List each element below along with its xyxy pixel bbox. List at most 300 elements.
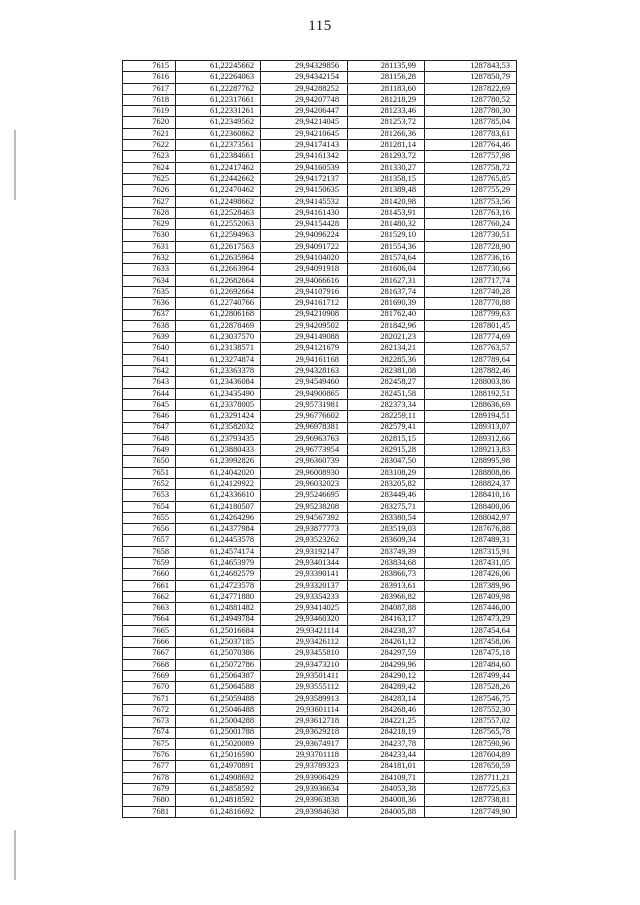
x-coordinate-cell: 282451,58 (348, 388, 425, 399)
point-number-cell: 7650 (123, 456, 176, 467)
y-coordinate-cell: 1287475,18 (425, 648, 517, 659)
point-number-cell: 7615 (123, 61, 176, 72)
latitude-cell: 61,22373561 (176, 140, 261, 151)
latitude-cell: 61,23291424 (176, 411, 261, 422)
y-coordinate-cell: 1287755,29 (425, 185, 517, 196)
latitude-cell: 61,23436084 (176, 377, 261, 388)
y-coordinate-cell: 1287484,60 (425, 659, 517, 670)
point-number-cell: 7667 (123, 648, 176, 659)
latitude-cell: 61,23274874 (176, 354, 261, 365)
table-row (123, 806, 517, 817)
x-coordinate-cell: 281266,36 (348, 128, 425, 139)
point-number-cell: 7626 (123, 185, 176, 196)
x-coordinate-cell: 281358,15 (348, 173, 425, 184)
table-row (123, 524, 517, 535)
longitude-cell: 29,93984638 (261, 806, 348, 817)
table-row (123, 445, 517, 456)
x-coordinate-cell: 284290,12 (348, 671, 425, 682)
latitude-cell: 61,24723578 (176, 580, 261, 591)
y-coordinate-cell: 1287409,98 (425, 591, 517, 602)
latitude-cell: 61,22878469 (176, 320, 261, 331)
longitude-cell: 29,94206447 (261, 106, 348, 117)
x-coordinate-cell: 284268,46 (348, 704, 425, 715)
table-row (123, 456, 517, 467)
table-row (123, 140, 517, 151)
table-row (123, 648, 517, 659)
longitude-cell: 29,96773954 (261, 445, 348, 456)
point-number-cell: 7642 (123, 366, 176, 377)
longitude-cell: 29,96360739 (261, 456, 348, 467)
latitude-cell: 61,25070386 (176, 648, 261, 659)
point-number-cell: 7636 (123, 298, 176, 309)
latitude-cell: 61,23378005 (176, 399, 261, 410)
x-coordinate-cell: 281218,29 (348, 94, 425, 105)
x-coordinate-cell: 284297,59 (348, 648, 425, 659)
y-coordinate-cell: 1287822,69 (425, 83, 517, 94)
page-number: 115 (308, 18, 332, 34)
table-row (123, 264, 517, 275)
point-number-cell: 7672 (123, 704, 176, 715)
longitude-cell: 29,96963763 (261, 433, 348, 444)
table-row (123, 162, 517, 173)
x-coordinate-cell: 282021,23 (348, 332, 425, 343)
table-row (123, 286, 517, 297)
x-coordinate-cell: 282285,36 (348, 354, 425, 365)
x-coordinate-cell: 284109,71 (348, 772, 425, 783)
latitude-cell: 61,24949784 (176, 614, 261, 625)
x-coordinate-cell: 283380,54 (348, 512, 425, 523)
latitude-cell: 61,25072786 (176, 659, 261, 670)
x-coordinate-cell: 283205,82 (348, 478, 425, 489)
table-row (123, 309, 517, 320)
y-coordinate-cell: 1287785,04 (425, 117, 517, 128)
longitude-cell: 29,94066616 (261, 275, 348, 286)
x-coordinate-cell: 281606,04 (348, 264, 425, 275)
x-coordinate-cell: 283609,34 (348, 535, 425, 546)
longitude-cell: 29,93701118 (261, 750, 348, 761)
x-coordinate-cell: 281420,98 (348, 196, 425, 207)
table-row (123, 772, 517, 783)
longitude-cell: 29,93501411 (261, 671, 348, 682)
longitude-cell: 29,94207748 (261, 94, 348, 105)
x-coordinate-cell: 283108,29 (348, 467, 425, 478)
y-coordinate-cell: 1287711,21 (425, 772, 517, 783)
latitude-cell: 61,24336610 (176, 490, 261, 501)
y-coordinate-cell: 1287454,64 (425, 625, 517, 636)
table-row (123, 422, 517, 433)
table-row (123, 727, 517, 738)
table-row (123, 512, 517, 523)
x-coordinate-cell: 281135,99 (348, 61, 425, 72)
y-coordinate-cell: 1287843,53 (425, 61, 517, 72)
point-number-cell: 7662 (123, 591, 176, 602)
table-row (123, 219, 517, 230)
y-coordinate-cell: 1287728,90 (425, 241, 517, 252)
y-coordinate-cell: 1287760,24 (425, 219, 517, 230)
latitude-cell: 61,25059488 (176, 693, 261, 704)
longitude-cell: 29,94210645 (261, 128, 348, 139)
longitude-cell: 29,93555112 (261, 682, 348, 693)
x-coordinate-cell: 284053,38 (348, 784, 425, 795)
point-number-cell: 7671 (123, 693, 176, 704)
table-row (123, 693, 517, 704)
longitude-cell: 29,94549460 (261, 377, 348, 388)
longitude-cell: 29,93390141 (261, 569, 348, 580)
longitude-cell: 29,94161430 (261, 207, 348, 218)
y-coordinate-cell: 1287557,02 (425, 716, 517, 727)
table-row (123, 253, 517, 264)
coordinates-table-body (123, 61, 517, 818)
table-row (123, 185, 517, 196)
table-row (123, 704, 517, 715)
point-number-cell: 7677 (123, 761, 176, 772)
longitude-cell: 29,94091722 (261, 241, 348, 252)
table-row (123, 173, 517, 184)
table-row (123, 366, 517, 377)
latitude-cell: 61,23880433 (176, 445, 261, 456)
y-coordinate-cell: 1288192,51 (425, 388, 517, 399)
latitude-cell: 61,24771880 (176, 591, 261, 602)
point-number-cell: 7633 (123, 264, 176, 275)
x-coordinate-cell: 282259,11 (348, 411, 425, 422)
longitude-cell: 29,93426112 (261, 637, 348, 648)
x-coordinate-cell: 282458,27 (348, 377, 425, 388)
longitude-cell: 29,94161712 (261, 298, 348, 309)
latitude-cell: 61,22360862 (176, 128, 261, 139)
x-coordinate-cell: 282579,41 (348, 422, 425, 433)
y-coordinate-cell: 1287717,74 (425, 275, 517, 286)
longitude-cell: 29,93455810 (261, 648, 348, 659)
table-row (123, 750, 517, 761)
latitude-cell: 61,22594963 (176, 230, 261, 241)
point-number-cell: 7652 (123, 478, 176, 489)
x-coordinate-cell: 284008,36 (348, 795, 425, 806)
latitude-cell: 61,22498662 (176, 196, 261, 207)
table-row (123, 490, 517, 501)
point-number-cell: 7618 (123, 94, 176, 105)
point-number-cell: 7634 (123, 275, 176, 286)
y-coordinate-cell: 1288636,69 (425, 399, 517, 410)
latitude-cell: 61,22442662 (176, 173, 261, 184)
latitude-cell: 61,24970891 (176, 761, 261, 772)
longitude-cell: 29,94096224 (261, 230, 348, 241)
table-row (123, 399, 517, 410)
y-coordinate-cell: 1287431,05 (425, 558, 517, 569)
x-coordinate-cell: 282373,34 (348, 399, 425, 410)
longitude-cell: 29,94900865 (261, 388, 348, 399)
longitude-cell: 29,93473210 (261, 659, 348, 670)
point-number-cell: 7661 (123, 580, 176, 591)
point-number-cell: 7680 (123, 795, 176, 806)
y-coordinate-cell: 1287489,31 (425, 535, 517, 546)
point-number-cell: 7653 (123, 490, 176, 501)
longitude-cell: 29,93629218 (261, 727, 348, 738)
latitude-cell: 61,22287762 (176, 83, 261, 94)
longitude-cell: 29,93674917 (261, 738, 348, 749)
y-coordinate-cell: 1287758,72 (425, 162, 517, 173)
table-row (123, 478, 517, 489)
point-number-cell: 7678 (123, 772, 176, 783)
x-coordinate-cell: 283519,03 (348, 524, 425, 535)
x-coordinate-cell: 281574,64 (348, 253, 425, 264)
longitude-cell: 29,93192147 (261, 546, 348, 557)
point-number-cell: 7659 (123, 558, 176, 569)
latitude-cell: 61,25004288 (176, 716, 261, 727)
x-coordinate-cell: 281762,40 (348, 309, 425, 320)
x-coordinate-cell: 281453,91 (348, 207, 425, 218)
point-number-cell: 7663 (123, 603, 176, 614)
table-row (123, 83, 517, 94)
longitude-cell: 29,93401344 (261, 558, 348, 569)
table-row (123, 569, 517, 580)
x-coordinate-cell: 281637,74 (348, 286, 425, 297)
table-row (123, 591, 517, 602)
latitude-cell: 61,22528463 (176, 207, 261, 218)
latitude-cell: 61,24858592 (176, 784, 261, 795)
latitude-cell: 61,22617563 (176, 241, 261, 252)
table-row (123, 196, 517, 207)
latitude-cell: 61,24881482 (176, 603, 261, 614)
latitude-cell: 61,24377984 (176, 524, 261, 535)
x-coordinate-cell: 281183,60 (348, 83, 425, 94)
longitude-cell: 29,94104020 (261, 253, 348, 264)
point-number-cell: 7646 (123, 411, 176, 422)
latitude-cell: 61,22740766 (176, 298, 261, 309)
y-coordinate-cell: 1287749,90 (425, 806, 517, 817)
y-coordinate-cell: 1287738,81 (425, 795, 517, 806)
point-number-cell: 7668 (123, 659, 176, 670)
latitude-cell: 61,24653979 (176, 558, 261, 569)
point-number-cell: 7655 (123, 512, 176, 523)
longitude-cell: 29,96978381 (261, 422, 348, 433)
y-coordinate-cell: 1287315,91 (425, 546, 517, 557)
latitude-cell: 61,23037570 (176, 332, 261, 343)
y-coordinate-cell: 1287426,06 (425, 569, 517, 580)
point-number-cell: 7648 (123, 433, 176, 444)
table-row (123, 761, 517, 772)
point-number-cell: 7639 (123, 332, 176, 343)
y-coordinate-cell: 1287850,79 (425, 72, 517, 83)
latitude-cell: 61,23992826 (176, 456, 261, 467)
x-coordinate-cell: 283913,61 (348, 580, 425, 591)
table-row (123, 433, 517, 444)
scan-edge-mark-bottom (14, 830, 16, 880)
x-coordinate-cell: 281253,72 (348, 117, 425, 128)
x-coordinate-cell: 281842,96 (348, 320, 425, 331)
longitude-cell: 29,94567392 (261, 512, 348, 523)
table-row (123, 535, 517, 546)
point-number-cell: 7654 (123, 501, 176, 512)
latitude-cell: 61,25016684 (176, 625, 261, 636)
x-coordinate-cell: 283449,46 (348, 490, 425, 501)
latitude-cell: 61,24264296 (176, 512, 261, 523)
latitude-cell: 61,22682664 (176, 275, 261, 286)
point-number-cell: 7670 (123, 682, 176, 693)
point-number-cell: 7616 (123, 72, 176, 83)
longitude-cell: 29,95238208 (261, 501, 348, 512)
latitude-cell: 61,22692664 (176, 286, 261, 297)
longitude-cell: 29,94342154 (261, 72, 348, 83)
y-coordinate-cell: 1287753,56 (425, 196, 517, 207)
longitude-cell: 29,93414025 (261, 603, 348, 614)
y-coordinate-cell: 1287528,26 (425, 682, 517, 693)
y-coordinate-cell: 1287799,63 (425, 309, 517, 320)
y-coordinate-cell: 1287725,63 (425, 784, 517, 795)
y-coordinate-cell: 1287446,00 (425, 603, 517, 614)
point-number-cell: 7632 (123, 253, 176, 264)
table-row (123, 72, 517, 83)
table-row (123, 625, 517, 636)
latitude-cell: 61,22264063 (176, 72, 261, 83)
latitude-cell: 61,22245662 (176, 61, 261, 72)
x-coordinate-cell: 283047,50 (348, 456, 425, 467)
x-coordinate-cell: 283275,71 (348, 501, 425, 512)
x-coordinate-cell: 284261,12 (348, 637, 425, 648)
longitude-cell: 29,93421114 (261, 625, 348, 636)
point-number-cell: 7676 (123, 750, 176, 761)
point-number-cell: 7644 (123, 388, 176, 399)
point-number-cell: 7640 (123, 343, 176, 354)
point-number-cell: 7624 (123, 162, 176, 173)
table-row (123, 61, 517, 72)
point-number-cell: 7649 (123, 445, 176, 456)
table-row (123, 580, 517, 591)
latitude-cell: 61,22349562 (176, 117, 261, 128)
latitude-cell: 61,22331261 (176, 106, 261, 117)
point-number-cell: 7621 (123, 128, 176, 139)
point-number-cell: 7643 (123, 377, 176, 388)
x-coordinate-cell: 284181,01 (348, 761, 425, 772)
y-coordinate-cell: 1287730,51 (425, 230, 517, 241)
table-row (123, 94, 517, 105)
x-coordinate-cell: 282381,08 (348, 366, 425, 377)
longitude-cell: 29,94172137 (261, 173, 348, 184)
latitude-cell: 61,25064387 (176, 671, 261, 682)
table-row (123, 230, 517, 241)
longitude-cell: 29,94160539 (261, 162, 348, 173)
y-coordinate-cell: 1287565,78 (425, 727, 517, 738)
x-coordinate-cell: 283866,73 (348, 569, 425, 580)
x-coordinate-cell: 283834,68 (348, 558, 425, 569)
y-coordinate-cell: 1288003,86 (425, 377, 517, 388)
y-coordinate-cell: 1287546,75 (425, 693, 517, 704)
point-number-cell: 7658 (123, 546, 176, 557)
x-coordinate-cell: 282134,21 (348, 343, 425, 354)
table-row (123, 320, 517, 331)
table-row (123, 298, 517, 309)
y-coordinate-cell: 1287650,59 (425, 761, 517, 772)
point-number-cell: 7638 (123, 320, 176, 331)
table-row (123, 117, 517, 128)
x-coordinate-cell: 281233,46 (348, 106, 425, 117)
point-number-cell: 7617 (123, 83, 176, 94)
latitude-cell: 61,23793435 (176, 433, 261, 444)
longitude-cell: 29,93589913 (261, 693, 348, 704)
x-coordinate-cell: 281281,14 (348, 140, 425, 151)
y-coordinate-cell: 1287763,57 (425, 343, 517, 354)
longitude-cell: 29,94121679 (261, 343, 348, 354)
table-row (123, 659, 517, 670)
latitude-cell: 61,24042020 (176, 467, 261, 478)
y-coordinate-cell: 1288808,86 (425, 467, 517, 478)
table-row (123, 241, 517, 252)
y-coordinate-cell: 1287882,46 (425, 366, 517, 377)
longitude-cell: 29,93877773 (261, 524, 348, 535)
point-number-cell: 7674 (123, 727, 176, 738)
latitude-cell: 61,25001788 (176, 727, 261, 738)
table-row (123, 716, 517, 727)
table-row (123, 784, 517, 795)
y-coordinate-cell: 1289312,66 (425, 433, 517, 444)
longitude-cell: 29,94329856 (261, 61, 348, 72)
longitude-cell: 29,94210908 (261, 309, 348, 320)
longitude-cell: 29,94149088 (261, 332, 348, 343)
x-coordinate-cell: 284233,44 (348, 750, 425, 761)
y-coordinate-cell: 1287740,28 (425, 286, 517, 297)
y-coordinate-cell: 1287499,44 (425, 671, 517, 682)
latitude-cell: 61,22384661 (176, 151, 261, 162)
y-coordinate-cell: 1287552,30 (425, 704, 517, 715)
y-coordinate-cell: 1287730,66 (425, 264, 517, 275)
table-row (123, 377, 517, 388)
point-number-cell: 7628 (123, 207, 176, 218)
latitude-cell: 61,24908692 (176, 772, 261, 783)
x-coordinate-cell: 284238,37 (348, 625, 425, 636)
point-number-cell: 7664 (123, 614, 176, 625)
longitude-cell: 29,93320137 (261, 580, 348, 591)
point-number-cell: 7665 (123, 625, 176, 636)
x-coordinate-cell: 281156,28 (348, 72, 425, 83)
longitude-cell: 29,96776602 (261, 411, 348, 422)
latitude-cell: 61,24129922 (176, 478, 261, 489)
point-number-cell: 7623 (123, 151, 176, 162)
y-coordinate-cell: 1289313,07 (425, 422, 517, 433)
point-number-cell: 7629 (123, 219, 176, 230)
longitude-cell: 29,96032023 (261, 478, 348, 489)
latitude-cell: 61,23582032 (176, 422, 261, 433)
point-number-cell: 7641 (123, 354, 176, 365)
x-coordinate-cell: 284163,17 (348, 614, 425, 625)
longitude-cell: 29,95731981 (261, 399, 348, 410)
longitude-cell: 29,94214045 (261, 117, 348, 128)
longitude-cell: 29,94154428 (261, 219, 348, 230)
latitude-cell: 61,22663964 (176, 264, 261, 275)
x-coordinate-cell: 281293,72 (348, 151, 425, 162)
latitude-cell: 61,23435490 (176, 388, 261, 399)
point-number-cell: 7673 (123, 716, 176, 727)
y-coordinate-cell: 1287770,88 (425, 298, 517, 309)
longitude-cell: 29,93354233 (261, 591, 348, 602)
latitude-cell: 61,23363378 (176, 366, 261, 377)
longitude-cell: 29,94150635 (261, 185, 348, 196)
y-coordinate-cell: 1287774,69 (425, 332, 517, 343)
latitude-cell: 61,24682579 (176, 569, 261, 580)
latitude-cell: 61,24180507 (176, 501, 261, 512)
y-coordinate-cell: 1287590,96 (425, 738, 517, 749)
latitude-cell: 61,22552063 (176, 219, 261, 230)
longitude-cell: 29,93460320 (261, 614, 348, 625)
point-number-cell: 7627 (123, 196, 176, 207)
latitude-cell: 61,24818592 (176, 795, 261, 806)
latitude-cell: 61,24816692 (176, 806, 261, 817)
y-coordinate-cell: 1287780,52 (425, 94, 517, 105)
point-number-cell: 7631 (123, 241, 176, 252)
y-coordinate-cell: 1287763,16 (425, 207, 517, 218)
longitude-cell: 29,94107916 (261, 286, 348, 297)
x-coordinate-cell: 284218,19 (348, 727, 425, 738)
y-coordinate-cell: 1288400,06 (425, 501, 517, 512)
table-row (123, 603, 517, 614)
